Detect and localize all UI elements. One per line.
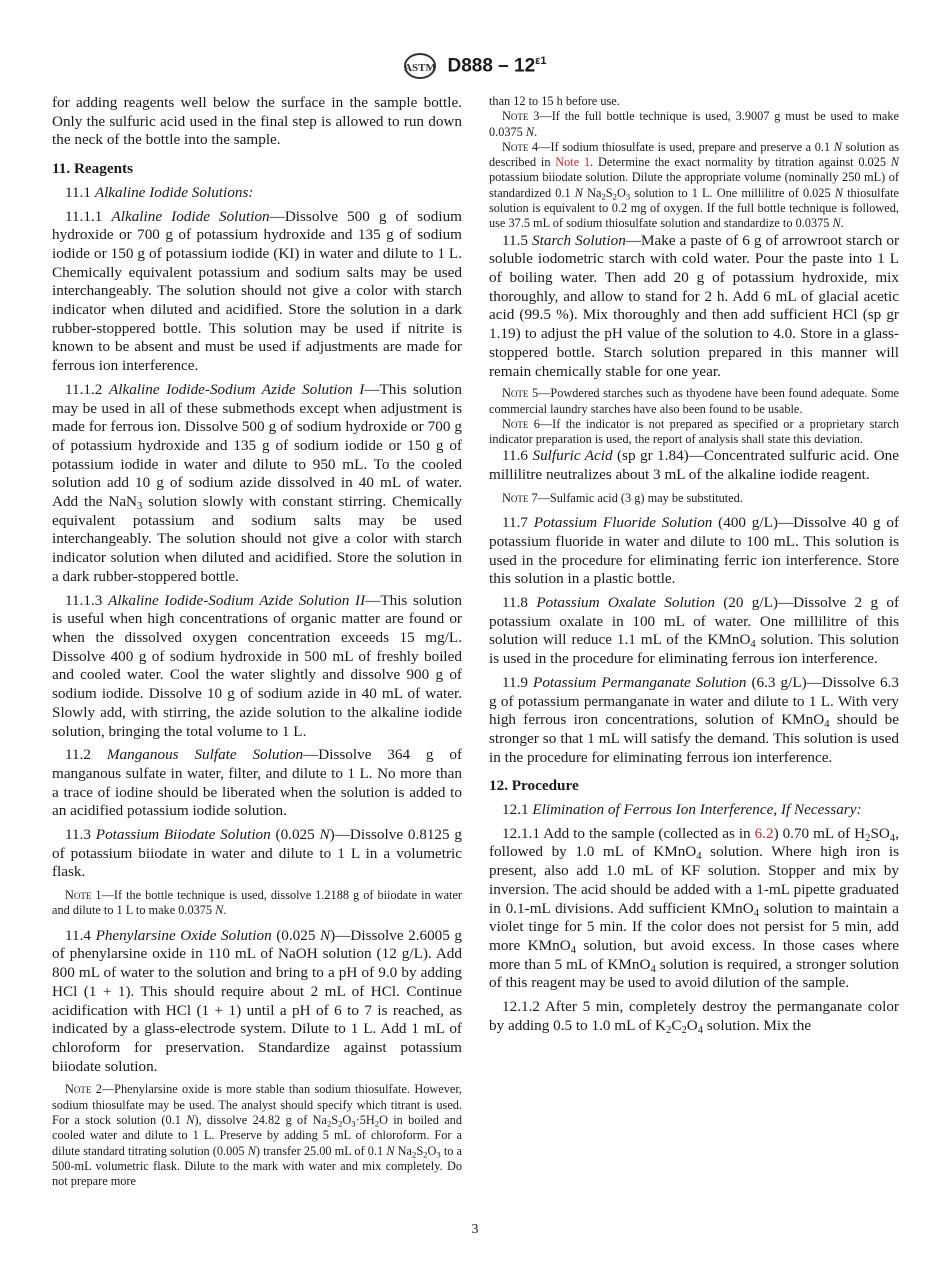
- text-run: 12.1.1 Add to the sample (collected as in: [502, 824, 755, 842]
- left-column: [52, 94, 462, 1197]
- italic-text: N: [833, 139, 842, 154]
- text-run: 11.6: [502, 447, 533, 465]
- italic-text: N: [319, 826, 330, 844]
- subscript: 2: [865, 832, 871, 844]
- subscript: 2: [601, 191, 606, 202]
- subscript: 2: [326, 1118, 332, 1129]
- text-run: Note: [502, 490, 529, 505]
- body-paragraph: [52, 826, 462, 882]
- text-run: than 12 to 15 h before use.: [489, 94, 620, 108]
- astm-logo-icon: [403, 52, 437, 80]
- note-paragraph: [489, 94, 899, 109]
- subscript: 4: [697, 1024, 704, 1036]
- text-run: 11. Reagents: [52, 160, 133, 178]
- italic-text: Potassium Fluoride Solution: [533, 514, 713, 532]
- text-run: 11.8: [502, 594, 537, 611]
- text-run: Na: [394, 1143, 413, 1158]
- italic-text: Phenylarsine Oxide Solution: [95, 926, 272, 944]
- text-run: —Dissolve 364 g of manganous sulfate in water, filter, and dilute to 1 L. No more than a trace of iodine should be liberated when the solution is added to an acidified potassium iodide solution.: [52, 746, 463, 820]
- body-paragraph: [489, 674, 899, 768]
- subscript: 2: [412, 1149, 417, 1160]
- text-run: 6—If the indicator is not prepared as specified or a proprietary starch indicator preparation is used, the report of analysis shall state this deviation.: [489, 416, 899, 447]
- text-run: solution is required, a stronger solution of this reagent may be used to avoid dilution of the sample.: [489, 955, 899, 992]
- text-run: solution, but avoid excess. In those cases where more than 5 mL of KMnO: [489, 936, 899, 973]
- document-designation: [447, 55, 546, 77]
- body-paragraph: [52, 592, 462, 742]
- body-paragraph: [489, 232, 899, 382]
- text-run: 1—If the bottle technique is used, dissolve 1.2188 g of biiodate in water and dilute to 1 L to make 0.0375: [52, 888, 462, 918]
- text-run: S: [331, 1112, 339, 1127]
- text-run: solution. Where high iron is present, also add 1.0 mL of KF solution. Stopper and mix by inversion. The acid should be added with a 1-mL pipette graduated in 0.1-mL divisions. Add sufficient KMnO: [489, 843, 899, 917]
- text-run: ) transfer 25.00 mL of 0.1: [255, 1143, 387, 1158]
- designation-epsilon: ε1: [535, 54, 547, 67]
- svg-text:ASTM: ASTM: [404, 62, 437, 74]
- subscript: 4: [570, 945, 577, 957]
- text-run: .: [840, 216, 844, 231]
- subscript: 3: [625, 191, 631, 202]
- italic-text: N: [834, 185, 843, 200]
- text-run: for adding reagents well below the surface in the sample bottle. Only the sulfuric acid used in the final step is allowed to run down the neck of the bottle into the sample.: [52, 94, 462, 149]
- subscript: 4: [824, 719, 830, 731]
- text-run: (0.025: [270, 826, 320, 844]
- text-run: Note: [502, 109, 529, 124]
- subscript: 3: [137, 501, 143, 513]
- subscript: 2: [681, 1024, 687, 1036]
- text-run: )—Dissolve 0.8125 g of potassium biiodate in water and dilute to 1 L in a volumetric flask.: [52, 826, 462, 881]
- text-run: 11.1.3: [65, 591, 109, 609]
- cross-reference-link[interactable]: Note 1: [555, 155, 591, 170]
- text-run: 11.1: [65, 183, 95, 201]
- subscript: 3: [436, 1149, 441, 1160]
- subscript: 4: [696, 851, 702, 863]
- body-paragraph: [489, 825, 899, 993]
- text-run: O in boiled and cooled water and dilute to 1 L. Preserve by adding 5 mL of chloroform. For a dilute standard titrating solution (0.005: [52, 1112, 462, 1158]
- text-run: (400 g/L)—Dissolve 40 g of potassium fluoride in water and dilute to 100 mL. This solution is used in the procedure for eliminating ferric ion interference. Store this solution in a plastic bottle.: [489, 514, 900, 588]
- text-run: 11.4: [65, 926, 96, 944]
- body-paragraph: [489, 801, 899, 820]
- text-run: solution as described in: [489, 139, 899, 170]
- italic-text: Elimination of Ferrous Ion Interference, If Necessary:: [532, 801, 862, 819]
- text-run: C: [671, 1016, 682, 1034]
- subscript: 3: [351, 1118, 356, 1129]
- note-paragraph: [489, 140, 899, 232]
- subscript: 4: [750, 639, 756, 651]
- text-run: Note: [65, 888, 92, 903]
- text-run: O: [686, 1016, 698, 1034]
- italic-text: Potassium Permanganate Solution: [533, 673, 747, 691]
- text-run: O: [427, 1143, 437, 1158]
- text-run: solution slowly with constant stirring. Chemically equivalent potassium and sodium salts may be used interchangeably. The solution should not give a color with starch indicator solution when diluted and acidified. Store the solution in a dark rubber-stoppered bottle.: [52, 493, 462, 585]
- body-paragraph: [489, 594, 899, 669]
- text-run: SO: [870, 824, 890, 842]
- designation-code: D888 – 12: [447, 55, 536, 77]
- text-run: O: [616, 185, 626, 200]
- italic-text: N: [320, 926, 331, 944]
- italic-text: Alkaline Iodide Solutions:: [94, 183, 254, 201]
- italic-text: N: [890, 155, 899, 170]
- italic-text: N: [215, 903, 224, 918]
- note-paragraph: [489, 386, 899, 417]
- body-paragraph: [489, 998, 899, 1035]
- text-run: (sp gr 1.84)—Concentrated sulfuric acid. One millilitre neutralizes about 3 mL of the alkaline iodide reagent.: [489, 447, 900, 484]
- subscript: 2: [666, 1024, 672, 1036]
- note-paragraph: [489, 109, 899, 140]
- body-paragraph: [52, 381, 462, 587]
- text-run: should be stronger so that 1 mL will satisfy the demand. This solution is used in the procedure for eliminating ferrous ion interference.: [489, 711, 899, 766]
- text-run: 12.1: [502, 801, 533, 819]
- text-run: (0.025: [271, 926, 321, 944]
- text-run: O: [342, 1112, 352, 1127]
- italic-text: Alkaline Iodide Solution: [111, 207, 270, 225]
- text-run: 11.1.2: [65, 380, 109, 398]
- text-run: 11.9: [502, 673, 534, 691]
- text-run: Note: [502, 139, 529, 154]
- subscript: 2: [423, 1149, 428, 1160]
- text-run: S: [605, 185, 613, 200]
- text-run: 5—Powdered starches such as thyodene have been found adequate. Some commercial laundry starches have also been found to be usable.: [489, 386, 899, 416]
- text-run: 4—If sodium thiosulfate is used, prepare and preserve a 0.1: [528, 139, 834, 154]
- body-paragraph: [52, 208, 462, 376]
- text-run: , followed by 1.0 mL of KMnO: [489, 824, 899, 861]
- italic-text: N: [386, 1143, 395, 1158]
- text-run: ), dissolve 24.82 g of Na: [194, 1112, 327, 1127]
- text-run: —This solution is useful when high concentrations of organic matter are found or when the dissolved oxygen concentration exceeds 15 mg/L. Dissolve 400 g of sodium hydroxide in 500 mL of freshly boiled and cooled water. Cool the water slightly and dissolve 900 g of sodium iodide. Dissolve 10 g of sodium azide in 40 mL of water. Slowly add, with stirring, the azide solution to the alkaline iodide solution, bringing the total volume to 1 L.: [52, 591, 462, 740]
- italic-text: N: [186, 1112, 195, 1127]
- italic-text: Manganous Sulfate Solution: [106, 746, 304, 764]
- text-run: 11.3: [65, 826, 96, 844]
- text-run: Note: [502, 416, 529, 431]
- text-run: —Dissolve 500 g of sodium hydroxide or 700 g of potassium hydroxide and 135 g of sodium iodide or 150 g of potassium iodide (KI) in water and dilute to 1 L. Chemically equivalent potassium and sodium salts may be used interchangeably. The solution should not give a color with starch indicator when diluted and acidified. Store the solution in a dark rubber-stoppered bottle. This solution may be used if nitrite is known to be absent and must be used if adjustments are made for ferrous ion interference.: [52, 207, 462, 375]
- section-heading: [489, 777, 899, 796]
- italic-text: N: [574, 185, 583, 200]
- subscript: 4: [753, 907, 759, 919]
- text-run: solution to maintain a violet tinge for 5 min. If the color does not persist for 5 min, add more KMnO: [489, 899, 900, 954]
- page-number: 3: [471, 1222, 479, 1237]
- body-paragraph: [52, 94, 462, 150]
- body-paragraph: [52, 927, 462, 1077]
- text-run: thiosulfate solution is equivalent to 0.2 mg of oxygen. If the full bottle technique is followed, use 37.5 mL of sodium thiosulfate solution and standardize to 0.0375: [489, 185, 899, 231]
- page-header: [0, 52, 950, 80]
- text-run: solution. This solution is used in the procedure for eliminating ferrous ion interference.: [489, 631, 899, 668]
- text-run: —Make a paste of 6 g of arrowroot starch or soluble iodometric starch with cold water. Pour the paste into 1 L of boiling water. Then add 20 g of potassium hydroxide, mix thoroughly, and allow to stand for 2 h. Add 6 mL of glacial acetic acid (99.5 %). Mix thoroughly and then add sufficient HCl (sp gr 1.19) to adjust the pH value of the solution to 4.0. Store in a glass-stoppered bottle. Starch solution prepared in this manner will remain chemically stable for one year.: [489, 231, 900, 380]
- cross-reference-link[interactable]: 6.2: [754, 824, 774, 842]
- section-heading: [52, 160, 462, 179]
- text-run: Note: [502, 386, 529, 401]
- note-paragraph: [489, 417, 899, 448]
- text-run: —This solution may be used in all of these submethods except when adjustment is made for ferrous ion. Dissolve 500 g of sodium hydroxide or 700 g of potassium hydroxide and 135 g of sodium iodide or 150 g of potassium iodide in water and dilute to 950 mL. To the cooled solution add 10 g of sodium azide dissolved in 40 mL of water. Add the NaN: [52, 380, 462, 511]
- right-column: [489, 94, 899, 1040]
- text-run: .: [534, 124, 538, 139]
- body-paragraph: [489, 447, 899, 484]
- text-run: .: [223, 903, 227, 918]
- italic-text: Potassium Biiodate Solution: [95, 826, 271, 844]
- text-run: Note: [65, 1082, 92, 1097]
- text-run: 11.7: [502, 514, 534, 532]
- text-run: )—Dissolve 2.6005 g of phenylarsine oxide in 110 mL of NaOH solution (12 g/L). Add 800 mL of water to the solution and bring to a pH of 9.0 by adding HCl (1 + 1). This should require about 2 mL of HCl. Continue acidification with HCl (1 + 1) until a pH of 6 to 7 is reached, as indicated by a glass-electrode system. Dilute to 1 L. Add 1 mL of chloroform for preservation. Standardize against potassium biiodate solution.: [52, 926, 463, 1075]
- note-paragraph: [52, 888, 462, 919]
- subscript: 2: [338, 1118, 343, 1129]
- text-run: 3—If the full bottle technique is used, 3.9007 g must be used to make 0.0375: [489, 109, 899, 139]
- italic-text: N: [247, 1143, 256, 1158]
- text-run: 2—Phenylarsine oxide is more stable than sodium thiosulfate. However, sodium thiosulfate may be used. The analyst should specify which titrant is used. For a stock solution (0.1: [52, 1082, 462, 1127]
- text-run: 7—Sulfamic acid (3 g) may be substituted.: [528, 490, 743, 505]
- text-run: to a 500-mL volumetric flask. Dilute to the mark with water and mix completely. Do not prepare more: [52, 1143, 462, 1189]
- body-paragraph: [489, 514, 899, 589]
- text-run: 12.1.2 After 5 min, completely destroy the permanganate color by adding 0.5 to 1.0 mL of K: [489, 998, 899, 1034]
- subscript: 2: [374, 1118, 380, 1129]
- text-run: (6.3 g/L)—Dissolve 6.3 g of potassium permanganate in water and dilute to 1 L. With very high ferrous iron concentrations, solution of KMnO: [489, 673, 899, 729]
- body-paragraph: [52, 184, 462, 203]
- italic-text: Alkaline Iodide-Sodium Azide Solution I: [108, 380, 365, 398]
- text-run: solution. Mix the: [703, 1016, 812, 1034]
- subscript: 4: [650, 963, 656, 975]
- note-paragraph: [489, 491, 899, 506]
- text-run: S: [416, 1143, 424, 1158]
- text-run: . Determine the exact normality by titration against 0.025: [590, 155, 891, 170]
- text-run: solution to 1 L. One millilitre of 0.025: [630, 185, 835, 200]
- italic-text: Alkaline Iodide-Sodium Azide Solution II: [108, 591, 366, 609]
- text-run: 11.2: [65, 746, 107, 764]
- italic-text: N: [525, 124, 535, 139]
- text-run: 11.5: [502, 231, 533, 249]
- text-run: ) 0.70 mL of H: [773, 824, 866, 842]
- subscript: 2: [612, 191, 617, 202]
- text-run: 12. Procedure: [489, 777, 579, 795]
- italic-text: Starch Solution: [532, 231, 626, 249]
- italic-text: Sulfuric Acid: [532, 447, 613, 465]
- text-run: potassium biiodate solution. Dilute the appropriate volume (nominally 250 mL) of standardized 0.1: [489, 170, 899, 200]
- italic-text: N: [832, 216, 841, 231]
- subscript: 4: [889, 832, 896, 844]
- text-run: 11.1.1: [65, 207, 112, 225]
- text-run: Na: [583, 185, 602, 200]
- text-run: ·5H: [355, 1112, 375, 1127]
- italic-text: Potassium Oxalate Solution: [536, 594, 715, 611]
- note-paragraph: [52, 1082, 462, 1189]
- text-run: (20 g/L)—Dissolve 2 g of potassium oxalate in 100 mL of water. One millilitre of this solution will reduce 1.1 mL of the KMnO: [489, 594, 900, 649]
- body-paragraph: [52, 746, 462, 821]
